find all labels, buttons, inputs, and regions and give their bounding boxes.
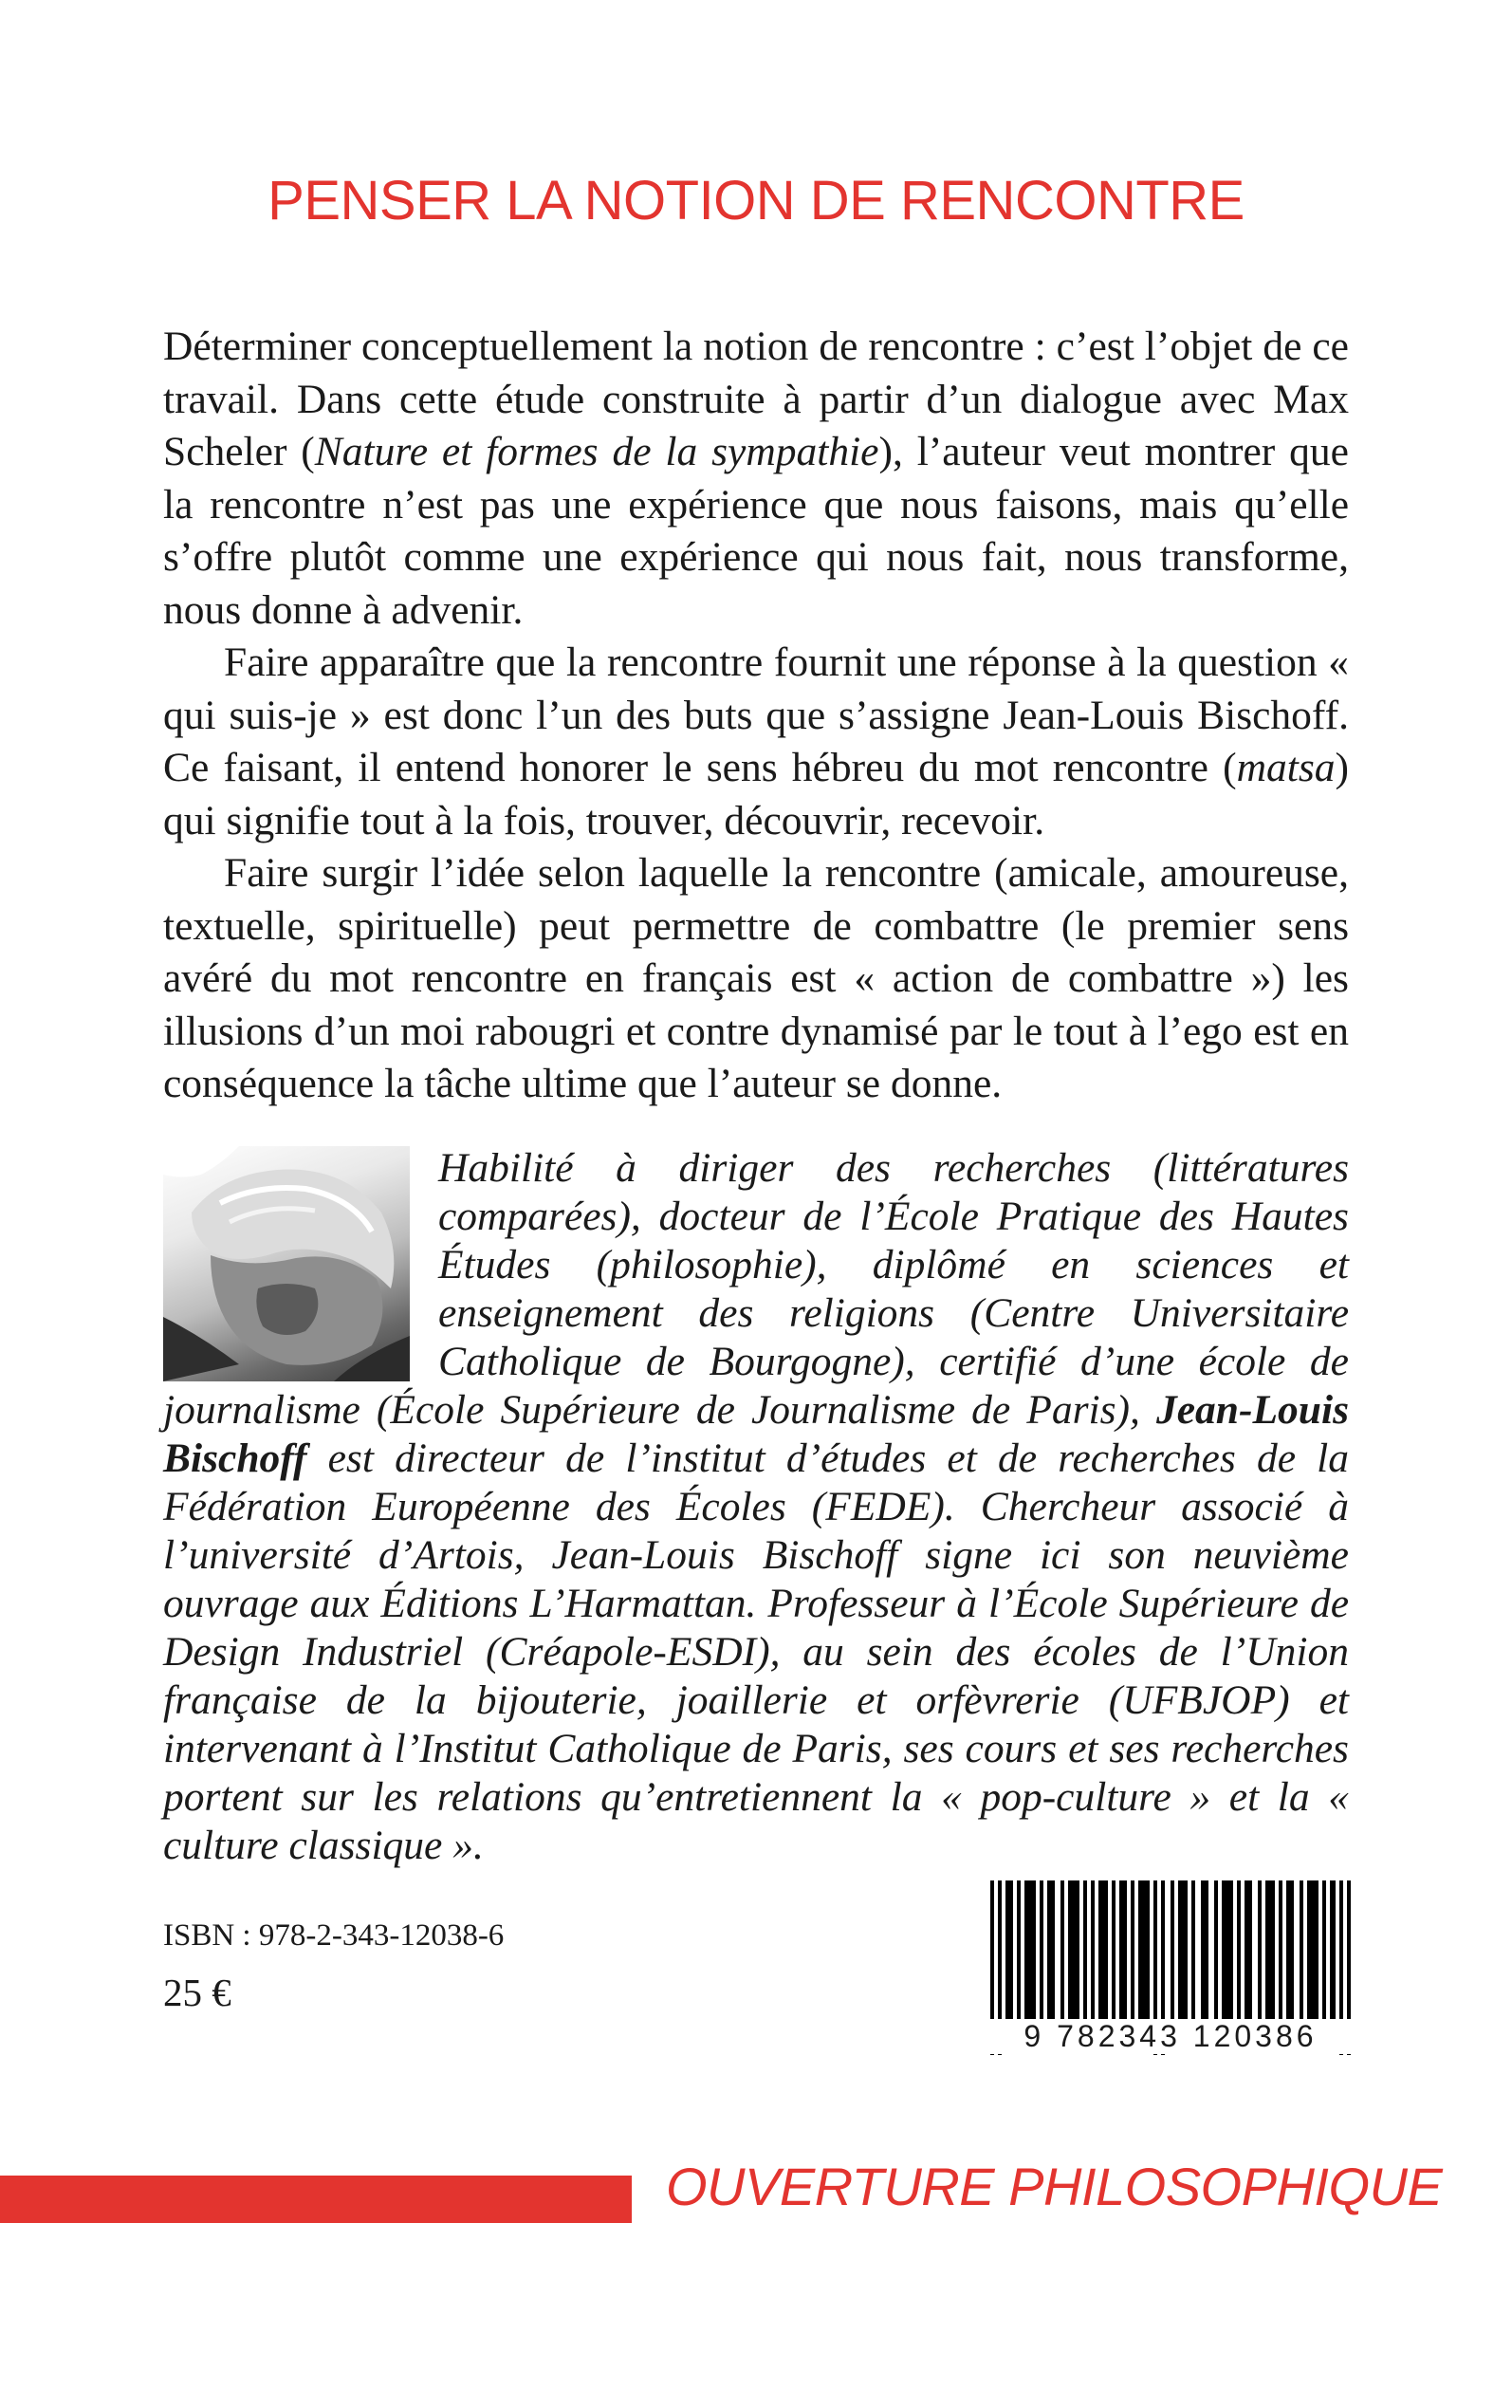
author-bio-text: est directeur de l’institut d’études et de recherches de la Fédération Européenne des Écoles (FEDE). Chercheur associé à l’université d’Artois, Jean-Louis Bischoff signe ici son neuvième ouvrage aux Éditions L’Harmattan. Professeur à l’École Supérieure de Design Industriel (Créapole-ESDI), au sein des écoles de l’Union française de la bijouterie, joaillerie et orfèvrerie (UFBJOP) et intervenant à l’Institut Catholique de Paris, ses cours et ses recherches portent sur les relations qu’entretiennent la « pop-culture » et la « culture classique ». (163, 1436, 1349, 1868)
summary-text-span: Déterminer conceptuellement la notion de rencontre : c’est l’objet de ce travail. Dans cette étude construite à partir d’un dialogue avec Max Scheler ( (163, 324, 1349, 474)
barcode-number: 9 782343 120386 (990, 2019, 1351, 2054)
author-bio (163, 1144, 1349, 1870)
summary-text-span: ), l’auteur veut montrer que la rencontre n’est pas une expérience que nous faisons, mais qu’elle s’offre plutôt comme une expérience qui nous fait, nous transforme, nous donne à advenir. (163, 429, 1349, 633)
hebrew-word: matsa (1236, 745, 1336, 790)
photo-spacer (163, 1144, 438, 1385)
summary-paragraph-2 (163, 637, 1349, 847)
author-name: Jean-Louis Bischoff (163, 1387, 1349, 1481)
summary-paragraph-3: Faire surgir l’idée selon laquelle la rencontre (amicale, amoureuse, textuelle, spirituelle) peut permettre de combattre (le premier sens avéré du mot rencontre en français est « action de combattre ») les illusions d’un moi rabougri et contre dynamisé par le tout à l’ego est en conséquence la tâche ultime que l’auteur se donne. (163, 850, 1349, 1106)
author-bio-text: Habilité à diriger des recherches (littératures comparées), docteur de l’École Pratique des Hautes Études (philosophie), diplômé en sciences et enseignement des religions (Centre Universitaire Catholique de Bourgogne), certifié d’une école de journalisme (École Supérieure de Journalisme de Paris), (163, 1145, 1349, 1433)
summary-text-span: Faire apparaître que la rencontre fournit une réponse à la question « qui suis-je » est donc l’un des buts que s’assigne Jean-Louis Bischoff. Ce faisant, il entend honorer le sens hébreu du mot rencontre ( (163, 639, 1349, 790)
collection-red-bar (0, 2176, 632, 2223)
book-title: PENSER LA NOTION DE RENCONTRE (267, 170, 1245, 232)
isbn: ISBN : 978-2-343-12038-6 (163, 1918, 505, 1953)
collection-name-part: OUVERTURE (666, 2157, 1009, 2216)
summary-text-span: ) qui signifie tout à la fois, trouver, découvrir, recevoir. (163, 745, 1349, 843)
collection-name-part: HILOSOPHIQUE (1043, 2157, 1443, 2216)
summary-paragraph-1 (163, 321, 1349, 637)
summary-text (163, 321, 1349, 1111)
collection-name (666, 2156, 1442, 2217)
collection-name-part: P (1008, 2157, 1043, 2216)
work-title: Nature et formes de la sympathie (314, 429, 879, 474)
price: 25 € (163, 1971, 231, 2014)
